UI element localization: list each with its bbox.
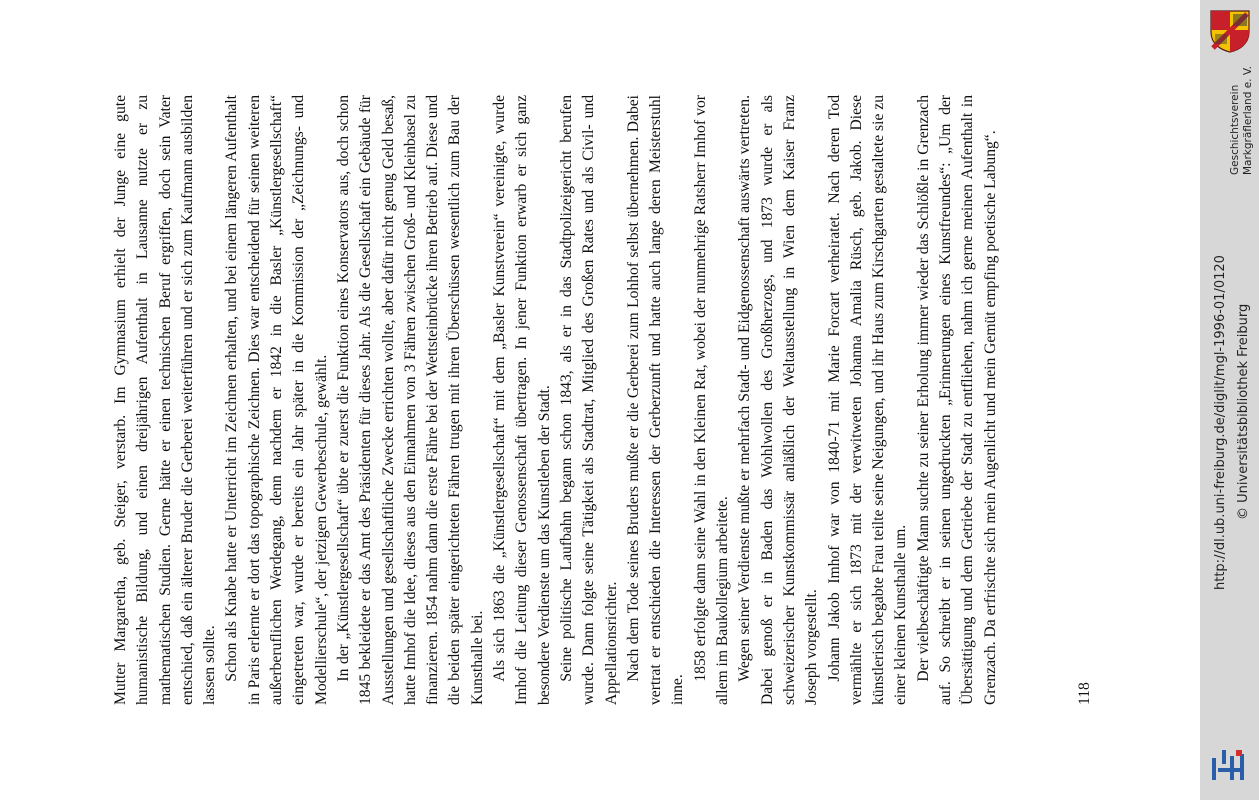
paragraph-1: Mutter Margaretha, geb. Steiger, verstarb. Im Gymnasium erhielt der Junge eine gute humanistische Bildung, und einen dreijährigen Aufenthalt in Lausanne nutzte er zu mathematischen Studien. Gerne hätte er einen technischen Beruf ergriffen, doch sein Vater entschied, daß ein älterer Bruder die Gerberei weiterführen und er sich zum Kaufmann ausbilden lassen sollte. (112, 95, 219, 705)
paragraph-5: Seine politische Laufbahn begann schon 1843, als er in das Stadtpolizeigericht berufen wurde. Dann folgte seine Tätigkeit als Stadtrat, Mitglied des Großen Rates und als Civil- und Appellationsrichter. (557, 95, 620, 705)
page-number: 118 (1076, 682, 1093, 705)
paragraph-2: Schon als Knabe hatte er Unterricht im Zeichnen erhalten, und bei einem längeren Aufenthalt in Paris erlernte er dort das topographische Zeichnen. Dies war entscheidend für seinen weiteren außerberuflichen Werdegang, denn nachdem er 1842 in die Basler „Künstlergesellschaft“ eingetreten war, wurde er bereits ein Jahr später in die Kommission der „Zeichnungs- und Modellierschule“, der jetzigen Gewerbeschule, gewählt. (223, 95, 330, 705)
paragraph-8: Wegen seiner Verdienste mußte er mehrfach Stadt- und Eidgenossenschaft auswärts vertreten. Dabei genoß er in Baden das Wohlwollen des Großherzogs, und 1873 wurde er als schweizerischer Kunstkommissär anläßlich der Weltausstellung in Wien dem Kaiser Franz Joseph vorgestellt. (736, 95, 821, 705)
ub-freiburg-logo-icon[interactable] (1210, 748, 1252, 782)
copyright-notice: © Universitätsbibliothek Freiburg (1236, 303, 1251, 520)
paragraph-4: Als sich 1863 die „Künstlergesellschaft“ mit dem „Basler Kunstverein“ vereinigte, wurde Imhof die Leitung dieser Genossenschaft übertragen. In jener Funktion erwarb er sich ganz besondere Verdienste um das Kunstleben der Stadt. (491, 95, 553, 705)
paragraph-7: 1858 erfolgte dann seine Wahl in den Kleinen Rat, wobei der nunmehrige Ratsherr Imhof vor allem im Baukollegium arbeitete. (691, 95, 732, 705)
scanned-text-page (110, 95, 1030, 705)
society-name-line1: Geschichtsverein (1229, 84, 1241, 175)
paragraph-9: Johann Jakob Imhof war von 1840-71 mit Marie Forcart verheiratet. Nach deren Tod vermählte er sich 1873 mit der verwitweten Johanna Amalia Rüsch, geb. Jakob. Diese künstlerisch begabte Frau teilte seine Neigungen, und ihr Haus zum Kirschgarten gestaltete sie zu einer kleinen Kunsthalle um. (825, 95, 910, 705)
permalink-url[interactable]: http://dl.ub.uni-freiburg.de/diglit/mgl-1996-01/0120 (1213, 255, 1228, 590)
paragraph-6: Nach dem Tode seines Bruders mußte er die Gerberei zum Lohhof selbst übernehmen. Dabei vertrat er entschieden die Interessen der Gerberzunft und hatte auch lange deren Meisterstuhl inne. (624, 95, 687, 705)
paragraph-3: In der „Künstlergesellschaft“ übte er zuerst die Funktion eines Konservators aus, doch schon 1845 bekleidete er das Amt des Präsidenten für dieses Jahr. Als die Gesellschaft ein Gebäude für Ausstellungen und gesellschaftliche Zwecke errichten wollte, aber dafür nicht genug Geld besaß, hatte Imhof die Idee, dieses aus den Einnahmen von 3 Fähren zwischen Groß- und Kleinbasel zu finanzieren. 1854 nahm dann die erste Fähre bei der Wettsteinbrücke ihren Betrieb auf. Diese und die beiden später eingerichteten Fähren trugen mit ihren Überschüssen wesentlich zum Bau der Kunsthalle bei. (334, 95, 486, 705)
paragraph-10: Der vielbeschäftigte Mann suchte zu seiner Erholung immer wieder das Schlößle in Grenzach auf. So schreibt er in seinen ungedruckten „Erinnerungen eines Kunstfreundes“: „Um der Übersättigung und dem Getriebe der Stadt zu entfliehen, nahm ich gerne meinen Aufenthalt in Grenzach. Da erfrischte sich mein Augenlicht und mein Gemüt empfing poetische Labung“. (914, 95, 999, 705)
society-name-line2: Markgräflerland e. V. (1242, 65, 1254, 175)
coat-of-arms-icon (1207, 8, 1253, 54)
